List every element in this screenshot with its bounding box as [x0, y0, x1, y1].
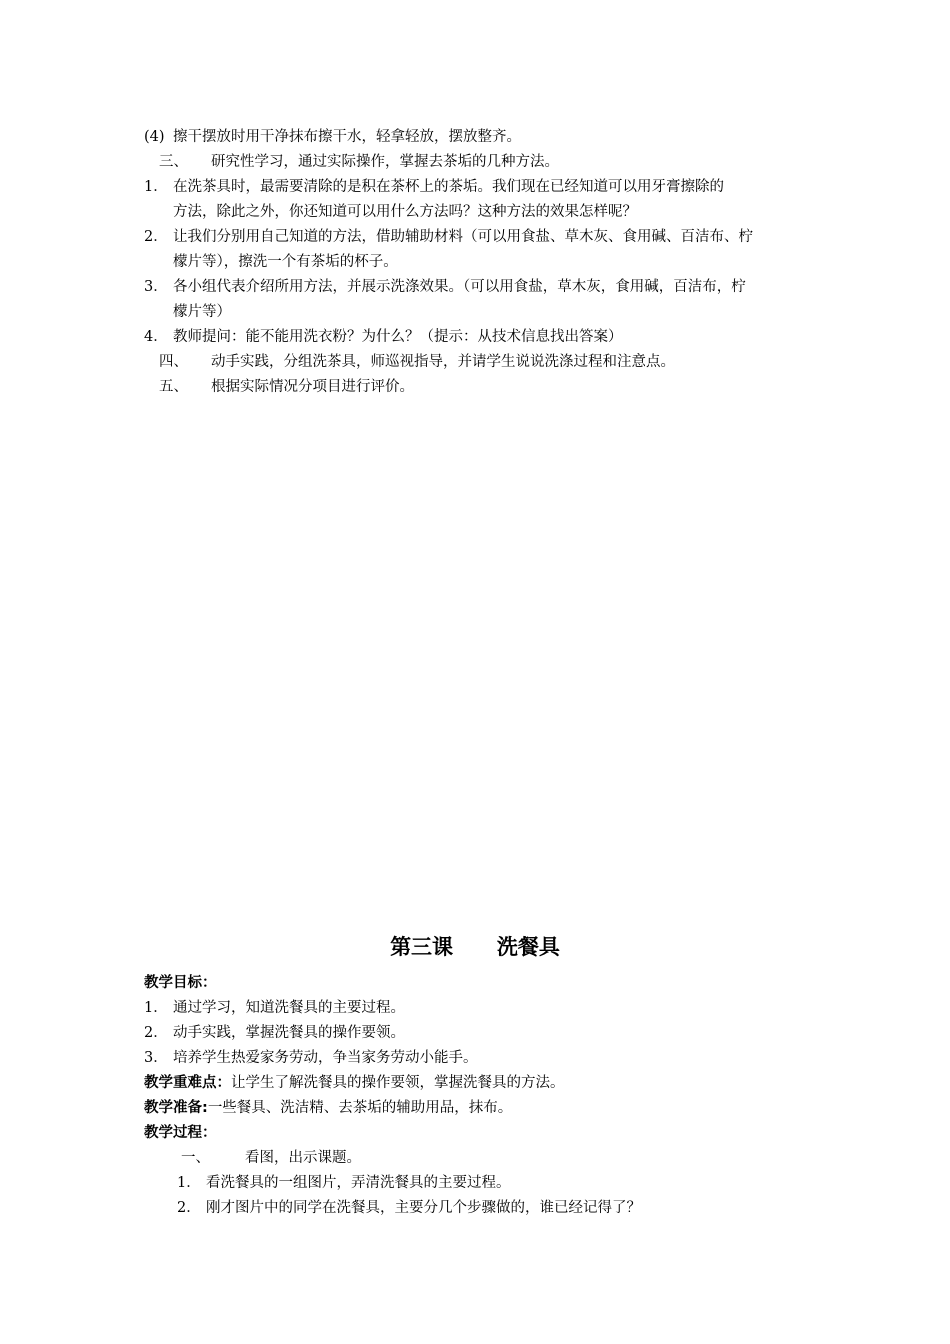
key-points-text: 让学生了解洗餐具的操作要领，掌握洗餐具的方法。	[231, 1075, 565, 1091]
item-4-marker: (4)	[144, 129, 165, 145]
step-4-line1: 教师提问：能不能用洗衣粉？为什么？（提示：从技术信息找出答案）	[173, 329, 623, 345]
section-3-text: 研究性学习，通过实际操作，掌握去茶垢的几种方法。	[211, 154, 559, 170]
process-section-1-text: 看图，出示课题。	[245, 1150, 361, 1166]
section-4-marker: 四、	[159, 354, 188, 370]
process-item-2-text: 刚才图片中的同学在洗餐具，主要分几个步骤做的，谁已经记得了？	[206, 1200, 641, 1216]
goal-2	[144, 1023, 405, 1043]
preparation-label: 教学准备:	[144, 1100, 208, 1116]
step-1-continued	[173, 202, 637, 222]
step-2-marker: 2．	[144, 229, 168, 245]
item-4-text: 擦干摆放时用干净抹布擦干水，轻拿轻放，摆放整齐。	[173, 129, 521, 145]
process-section-1-marker: 一、	[181, 1150, 210, 1166]
section-3-marker: 三、	[159, 154, 188, 170]
process-item-1-text: 看洗餐具的一组图片，弄清洗餐具的主要过程。	[206, 1175, 511, 1191]
step-1-line2: 方法，除此之外，你还知道可以用什么方法吗？这种方法的效果怎样呢？	[173, 204, 637, 220]
section-3	[159, 152, 559, 172]
goal-1	[144, 998, 405, 1018]
preparation-text: 一些餐具、洗洁精、去茶垢的辅助用品，抹布。	[207, 1100, 513, 1116]
step-2-line2: 檬片等），擦洗一个有茶垢的杯子。	[173, 254, 398, 270]
process-heading: 教学过程：	[144, 1125, 217, 1141]
step-2-continued	[173, 252, 398, 272]
process-section-1	[181, 1148, 361, 1168]
process-item-2-marker: 2．	[177, 1200, 201, 1216]
preparation	[144, 1098, 512, 1118]
step-3-line1: 各小组代表介绍所用方法，并展示洗涤效果。（可以用食盐，草木灰，食用碱，百洁布，柠	[173, 279, 746, 295]
step-3	[144, 277, 746, 297]
step-1-marker: 1．	[144, 179, 168, 195]
step-3-continued	[173, 302, 231, 322]
goal-3-text: 培养学生热爱家务劳动，争当家务劳动小能手。	[173, 1050, 478, 1066]
goal-3	[144, 1048, 478, 1068]
goals-heading: 教学目标：	[144, 975, 217, 991]
section-4-text: 动手实践，分组洗茶具，师巡视指导，并请学生说说洗涤过程和注意点。	[211, 354, 675, 370]
key-points	[144, 1073, 565, 1093]
process-item-1-marker: 1．	[177, 1175, 201, 1191]
section-5-text: 根据实际情况分项目进行评价。	[211, 379, 414, 395]
process-item-1	[177, 1173, 511, 1193]
item-4	[144, 127, 521, 147]
step-4	[144, 327, 623, 347]
step-4-marker: 4．	[144, 329, 168, 345]
step-2	[144, 227, 753, 247]
goal-2-text: 动手实践，掌握洗餐具的操作要领。	[173, 1025, 405, 1041]
step-1-line1: 在洗茶具时，最需要清除的是积在茶杯上的茶垢。我们现在已经知道可以用牙膏擦除的	[173, 179, 724, 195]
section-4	[159, 352, 675, 372]
key-points-label: 教学重难点：	[144, 1075, 231, 1091]
goal-1-marker: 1．	[144, 1000, 168, 1016]
goal-1-text: 通过学习，知道洗餐具的主要过程。	[173, 1000, 405, 1016]
goal-2-marker: 2．	[144, 1025, 168, 1041]
section-5-marker: 五、	[159, 379, 188, 395]
step-2-line1: 让我们分别用自己知道的方法，借助辅助材料（可以用食盐、草木灰、食用碱、百洁布、柠	[173, 229, 753, 245]
step-3-line2: 檬片等）	[173, 304, 231, 320]
goal-3-marker: 3．	[144, 1050, 168, 1066]
step-3-marker: 3．	[144, 279, 168, 295]
lesson-title: 第三课 洗餐具	[390, 935, 560, 959]
process-item-2	[177, 1198, 641, 1218]
section-5	[159, 377, 414, 397]
step-1	[144, 177, 724, 197]
